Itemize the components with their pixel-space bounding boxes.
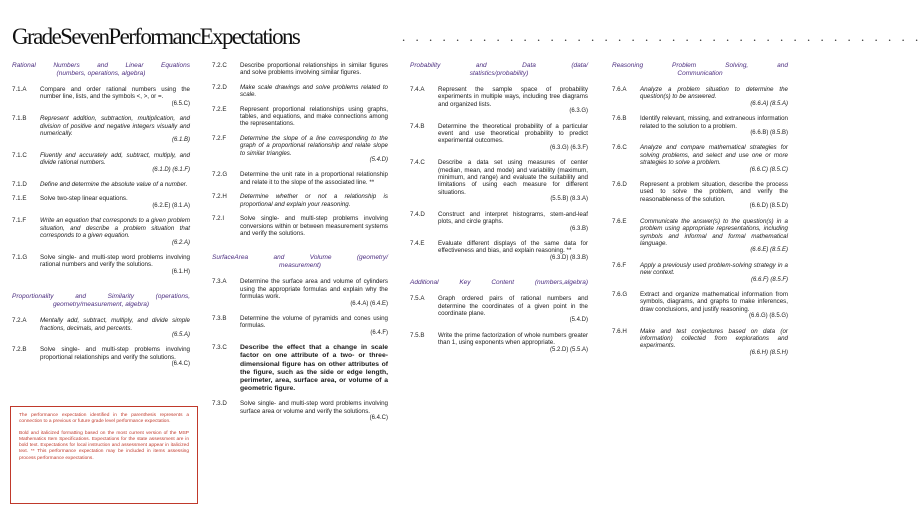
section-heading-subline: measurement) <box>279 262 321 270</box>
expectation-item <box>212 84 388 99</box>
expectation-code: 7.6.B <box>612 115 627 123</box>
section-heading <box>612 62 788 78</box>
expectation-reference: (5.4.D) <box>369 157 388 164</box>
expectation-reference: (6.6.H) (8.5.H) <box>749 349 788 356</box>
section-heading <box>12 62 190 78</box>
expectation-item <box>12 115 190 145</box>
expectation-body <box>640 328 788 358</box>
section-heading <box>12 293 190 309</box>
expectation-text: Determine the volume of pyramids and cones using formulas. <box>240 314 388 330</box>
section-heading-word: Probability <box>410 62 441 69</box>
expectation-text: Solve single- and multi-step word problems involving rational numbers and verify the solutions. <box>40 253 190 269</box>
expectation-text: Determine the slope of a line corresponding to the graph of a proportional relationship and relate slope to similar triangles. <box>240 134 388 157</box>
expectation-item <box>212 135 388 165</box>
section-heading-word: Solving, <box>725 62 749 69</box>
expectation-code: 7.6.C <box>612 144 627 152</box>
section-heading-word: SurfaceArea <box>212 254 249 262</box>
expectation-text: Compare and order rational numbers using the number line, lists, and the symbols <, >, or =. <box>40 86 190 101</box>
expectation-code: 7.1.A <box>12 86 27 93</box>
expectation-body <box>438 295 588 325</box>
expectation-text: Solve single- and multi-step word problems involving surface area or volume and verify the solutions. <box>240 400 388 415</box>
section-heading <box>410 279 588 287</box>
expectation-body <box>640 262 788 284</box>
expectation-code: 7.6.H <box>612 327 627 335</box>
expectation-body <box>40 217 190 247</box>
expectation-text: Determine the theoretical probability of a particular event and use theoretical probability to predict experimental outcomes. <box>438 122 588 145</box>
section-heading-word: Volume <box>309 254 332 262</box>
expectation-code: 7.3.A <box>212 278 227 286</box>
expectation-code: 7.6.D <box>612 181 627 189</box>
section-heading-line <box>612 62 788 70</box>
expectation-item <box>12 254 190 276</box>
note-box <box>10 406 198 504</box>
expectation-text: Graph ordered pairs of rational numbers and determine the coordinates of a given point in the coordinate plane. <box>438 295 588 317</box>
expectation-body <box>438 86 588 116</box>
expectation-text: Represent addition, subtraction, multiplication, and division of positive and negative integers visually and numerically. <box>40 115 190 138</box>
expectation-reference: (6.4.C) <box>171 361 190 368</box>
expectation-text: Solve single- and multi-step problems involving proportional relationships and verify the solutions. <box>40 346 190 361</box>
section-heading-subline: Communication <box>677 70 723 77</box>
expectation-code: 7.4.E <box>410 239 425 247</box>
expectation-item <box>12 317 190 339</box>
expectation-code: 7.5.B <box>410 331 425 339</box>
expectation-code: 7.3.B <box>212 314 227 322</box>
expectation-code: 7.5.A <box>410 295 425 303</box>
expectation-item <box>212 400 388 422</box>
expectation-body <box>438 123 588 153</box>
expectation-body <box>40 195 190 210</box>
expectation-item <box>612 86 788 108</box>
expectation-code: 7.2.F <box>212 134 227 142</box>
expectation-text: Determine the unit rate in a proportional relationship and relate it to the slope of the associated line. ** <box>240 171 388 186</box>
expectation-code: 7.1.F <box>12 217 27 225</box>
expectation-body <box>240 278 388 308</box>
expectation-code: 7.2.C <box>212 62 227 69</box>
expectation-item <box>410 295 588 325</box>
section-heading-word: Equations <box>161 62 190 69</box>
expectation-reference: (6.4.C) <box>369 415 388 422</box>
expectation-item <box>212 106 388 128</box>
expectation-reference: (6.3.B) <box>569 225 588 232</box>
expectation-text: Make scale drawings and solve problems related to scale. <box>240 83 388 99</box>
expectation-text: Describe a data set using measures of center (median, mean, and mode) and variability (maximum, minimum, and range) and evaluate the suitability and limitations of using each measure for different situations. <box>438 159 588 196</box>
expectation-code: 7.4.B <box>410 122 425 130</box>
section-heading-line <box>410 279 588 287</box>
expectation-body <box>240 135 388 165</box>
expectation-text: Solve single- and multi-step problems involving conversions within or between measurement systems and verify the solutions. <box>240 215 388 237</box>
expectation-reference: (6.2.E) (8.1.A) <box>152 202 190 209</box>
section-heading-word: Additional <box>410 279 439 287</box>
expectation-code: 7.1.G <box>12 253 28 261</box>
expectation-body <box>240 106 388 128</box>
section-heading-line <box>212 254 388 262</box>
expectation-item <box>612 328 788 358</box>
expectation-reference: (6.5.A) <box>171 331 190 338</box>
expectation-body <box>438 240 588 262</box>
expectation-text: Represent a problem situation, describe the process used to solve the problem, and verify the reasonableness of the solution. <box>640 181 788 203</box>
expectation-text: Write the prime factorization of whole numbers greater than 1, using exponents when appropriate. <box>438 331 588 347</box>
expectation-item <box>212 315 388 337</box>
expectation-body <box>240 344 388 393</box>
expectation-body <box>240 400 388 422</box>
section-heading <box>410 62 588 78</box>
expectation-text: Describe the effect that a change in scale factor on one attribute of a two- or three-dimensional figure has on other attributes of the figure, such as the side or edge length, perimeter, area, surface area, or volume of a geometric figure. <box>240 344 388 393</box>
section-heading-word: Proportionality <box>12 293 54 301</box>
expectation-reference: (6.6.C) (8.5.C) <box>749 166 788 173</box>
expectation-item <box>612 291 788 321</box>
expectation-reference: (6.6.D) (8.5.D) <box>749 203 788 210</box>
section-spacer <box>12 283 190 293</box>
expectation-body <box>40 115 190 145</box>
expectation-reference: (6.1.D) (6.1.F) <box>152 166 190 173</box>
expectation-code: 7.2.B <box>12 346 27 354</box>
expectation-body <box>640 291 788 321</box>
section-heading-line <box>12 62 190 70</box>
expectation-body <box>640 115 788 137</box>
expectation-code: 7.6.A <box>612 86 627 93</box>
expectation-text: Describe proportional relationships in similar figures and solve problems involving similar figures. <box>240 62 388 77</box>
expectation-reference: (6.6.E) (8.5.E) <box>750 247 788 254</box>
expectation-reference: (6.5.C) <box>171 100 190 107</box>
expectation-body <box>640 218 788 255</box>
expectation-text: Extract and organize mathematical information from symbols, diagrams, and graphs to make inferences, draw conclusions, and justify reasoning. <box>640 290 788 313</box>
expectation-reference: (6.6.A) (8.5.A) <box>750 100 788 107</box>
expectation-reference: (6.4.F) <box>370 329 388 336</box>
expectation-body <box>438 332 588 354</box>
expectation-code: 7.3.C <box>212 344 227 352</box>
expectation-reference: (6.2.A) <box>171 239 190 246</box>
expectation-text: Represent the sample space of probability experiments in multiple ways, including tree diagrams and organized lists. <box>438 86 588 108</box>
section-heading-subline: geometry/measurement, algebra) <box>52 301 150 309</box>
expectation-code: 7.1.E <box>12 195 27 203</box>
expectation-text: Fluently and accurately add, subtract, multiply, and divide rational numbers. <box>40 151 190 167</box>
expectation-item <box>612 181 788 211</box>
expectation-code: 7.2.D <box>212 83 227 91</box>
expectation-item <box>212 193 388 208</box>
expectation-text: Analyze and compare mathematical strategies for solving problems, and select and use one or more strategies to solve a problem. <box>640 144 788 167</box>
expectation-body <box>40 317 190 339</box>
expectation-item <box>212 62 388 77</box>
section-heading-word: and <box>777 62 788 69</box>
expectation-item <box>212 344 388 393</box>
expectation-body <box>438 211 588 233</box>
section-heading-word: (geometry/ <box>356 254 388 262</box>
expectation-reference: (6.1.B) <box>171 137 190 144</box>
section-heading-word: Problem <box>671 62 697 69</box>
expectation-reference: (6.4.A) (6.4.E) <box>350 300 388 307</box>
expectation-code: 7.1.D <box>12 181 27 189</box>
column-3 <box>410 62 588 361</box>
expectation-item <box>12 195 190 210</box>
expectation-reference: (6.6.G) (8.5.G) <box>748 313 788 320</box>
expectation-body <box>240 315 388 337</box>
expectation-item <box>212 278 388 308</box>
expectation-reference: (6.3.G) <box>569 108 588 115</box>
section-heading-word: (data/ <box>571 62 588 69</box>
expectation-reference: (6.6.F) (8.5.F) <box>750 276 788 283</box>
expectation-item <box>410 159 588 203</box>
section-heading-subline: (numbers, operations, algebra) <box>56 70 146 77</box>
expectation-code: 7.2.A <box>12 317 27 325</box>
expectation-body <box>240 215 388 237</box>
expectation-body <box>40 346 190 368</box>
section-heading-word: Data <box>522 62 536 69</box>
expectation-body <box>240 84 388 99</box>
section-heading-subline: statistics/probability) <box>469 70 529 77</box>
expectation-body <box>40 152 190 174</box>
expectation-code: 7.6.F <box>612 261 627 269</box>
expectation-text: Define and determine the absolute value of a number. <box>40 181 188 189</box>
expectation-text: Solve two-step linear equations. <box>40 195 128 203</box>
section-heading-word: and <box>273 254 285 262</box>
expectation-reference: (5.5.B) (8.3.A) <box>550 196 588 203</box>
section-heading-word: Similarity <box>107 293 135 301</box>
expectation-text: Determine whether or not a relationship is proportional and explain your reasoning. <box>240 193 388 208</box>
expectation-body <box>40 181 190 188</box>
page-title: GradeSevenPerformancExpectations <box>12 24 300 49</box>
section-heading <box>212 254 388 270</box>
expectation-body <box>640 181 788 211</box>
expectation-code: 7.1.C <box>12 151 27 159</box>
expectation-body <box>40 254 190 276</box>
column-2 <box>212 62 388 430</box>
section-heading-word: (numbers,algebra) <box>534 279 588 287</box>
expectation-body <box>240 193 388 208</box>
expectation-item <box>410 332 588 354</box>
note-paragraph: Bold and italicized formatting based on the most current version of the MSP Mathematics Item Specifications. Expectations for the state assessment are in bold text. Expectations for local instruction and assessment appear in italicized text. ** This performance expectation may be included in items assessing process performance expectations. <box>19 430 189 461</box>
expectation-item <box>612 262 788 284</box>
expectation-text: Determine the surface area and volume of cylinders using the appropriate formulas and explain why the formulas work. <box>240 278 388 301</box>
section-heading-line <box>410 62 588 70</box>
expectation-body <box>640 144 788 174</box>
expectation-reference: (6.3.G) (6.3.F) <box>549 144 588 151</box>
expectation-code: 7.2.H <box>212 193 227 201</box>
expectation-body <box>438 159 588 203</box>
expectation-code: 7.6.G <box>612 290 628 298</box>
expectation-item <box>410 211 588 233</box>
section-heading-word: Linear <box>125 62 144 69</box>
expectation-reference: (6.1.H) <box>171 268 190 275</box>
expectation-reference: (5.4.D) <box>569 317 588 324</box>
expectation-item <box>12 152 190 174</box>
section-heading-line <box>12 293 190 301</box>
expectation-code: 7.2.I <box>212 215 225 223</box>
expectation-body <box>40 86 190 108</box>
section-spacer <box>212 244 388 254</box>
title-dot-leader: . . . . . . . . . . . . . . . . . . . . . . . . . . . . . . . . . . . . . . . <box>402 29 922 44</box>
expectation-item <box>212 171 388 186</box>
expectation-text: Analyze a problem situation to determine the question(s) to be answered. <box>640 86 788 101</box>
expectation-code: 7.1.B <box>12 115 27 123</box>
section-heading-word: (operations, <box>155 293 190 301</box>
expectation-text: Construct and interpret histograms, stem-and-leaf plots, and circle graphs. <box>438 210 588 226</box>
expectation-reference: (5.2.D) (5.5.A) <box>549 346 588 353</box>
expectation-item <box>612 144 788 174</box>
column-4 <box>612 62 788 364</box>
note-paragraph: The performance expectation identified in the parenthesis represents a connection to a previous or future grade level performance expectation. <box>19 413 189 425</box>
expectation-reference: (6.6.B) (8.5.B) <box>750 130 788 137</box>
section-spacer <box>410 269 588 279</box>
expectation-code: 7.2.E <box>212 105 227 113</box>
expectation-body <box>640 86 788 108</box>
expectation-item <box>612 218 788 255</box>
expectation-code: 7.4.C <box>410 159 425 167</box>
expectation-text: Evaluate different displays of the same data for effectiveness and bias, and explain reasoning. ** <box>438 239 588 255</box>
expectation-text: Communicate the answer(s) to the question(s) in a problem using appropriate representations, including symbols and informal and formal mathematical language. <box>640 217 788 247</box>
expectation-body <box>240 171 388 186</box>
expectation-text: Write an equation that corresponds to a given problem situation, and describe a problem situation that corresponds to a given equation. <box>40 217 190 240</box>
expectation-code: 7.4.A <box>410 86 425 93</box>
expectation-text: Apply a previously used problem-solving strategy in a new context. <box>640 261 788 277</box>
column-1 <box>12 62 190 376</box>
expectation-item <box>12 181 190 188</box>
expectation-text: Make and test conjectures based on data (or information) collected from explorations and experiments. <box>640 327 788 350</box>
expectation-item <box>12 86 190 108</box>
expectation-item <box>212 215 388 237</box>
expectation-item <box>12 217 190 247</box>
section-heading-word: Reasoning <box>612 62 644 69</box>
expectation-item <box>410 123 588 153</box>
expectation-item <box>12 346 190 368</box>
expectation-code: 7.3.D <box>212 400 227 408</box>
expectation-text: Identify relevant, missing, and extraneous information related to the solution to a problem. <box>640 115 788 130</box>
section-heading-word: and <box>475 62 487 69</box>
expectation-reference: (6.3.D) (8.3.B) <box>549 254 588 261</box>
section-heading-word: Rational <box>12 62 36 69</box>
expectation-item <box>410 86 588 116</box>
section-heading-word: Content <box>491 279 515 287</box>
expectation-body <box>240 62 388 77</box>
expectation-code: 7.2.G <box>212 171 228 179</box>
section-heading-word: and <box>75 293 87 301</box>
expectation-code: 7.4.D <box>410 210 425 218</box>
expectation-item <box>612 115 788 137</box>
expectation-item <box>410 240 588 262</box>
section-heading-word: and <box>97 62 109 69</box>
expectation-text: Mentally add, subtract, multiply, and divide simple fractions, decimals, and percents. <box>40 317 190 332</box>
expectation-text: Represent proportional relationships using graphs, tables, and equations, and make connections among the representations. <box>240 105 388 128</box>
section-heading-word: Numbers <box>53 62 80 69</box>
section-heading-word: Key <box>459 279 471 287</box>
expectation-code: 7.6.E <box>612 217 627 225</box>
